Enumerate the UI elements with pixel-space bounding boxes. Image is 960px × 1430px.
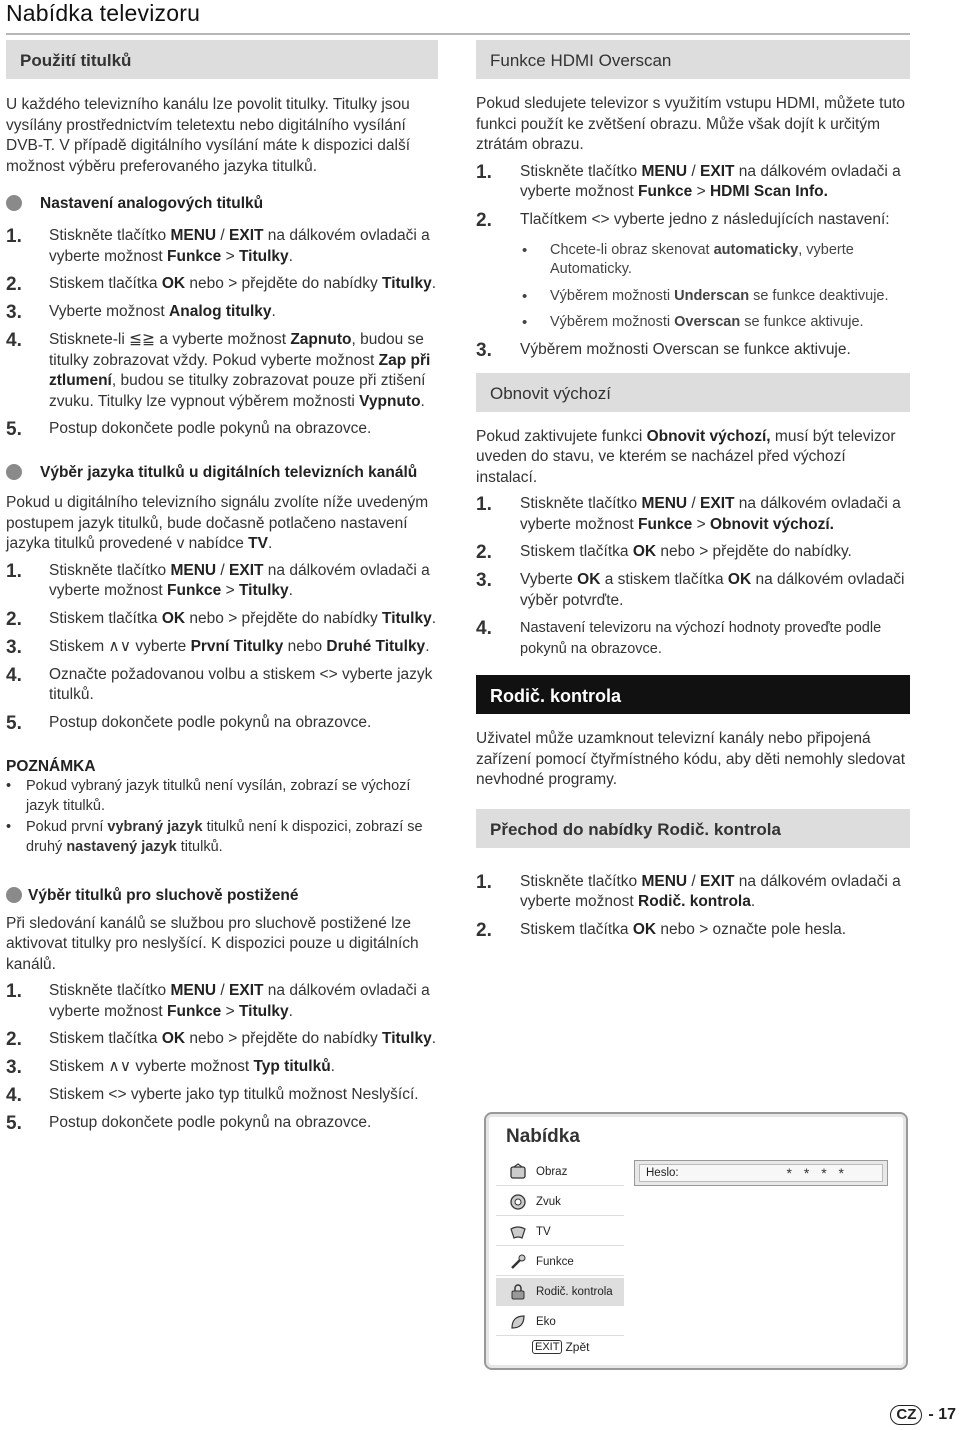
step-text: Postup dokončete podle pokynů na obrazovce.: [49, 420, 372, 437]
step-item: [6, 609, 438, 630]
step-text: Stisknete-li ≦≧ a vyberte možnost Zapnuto, budou se titulky zobrazovat vždy. Pokud vyberte možnost Zap při ztlumení, budou se titulky zobrazovat pouze při ztišení zvuku. Titulky lze vypnout výběrem možnosti Vypnuto.: [49, 331, 431, 410]
hdmi-option-item: • Chcete-li obraz skenovat automaticky, vyberte Automaticky.: [520, 241, 910, 280]
step-item: [476, 570, 910, 611]
hdmi-option-item: • Výběrem možnosti Overscan se funkce aktivuje.: [520, 313, 910, 333]
hdmi-steps-list: [476, 162, 910, 231]
note-item: • Pokud vybraný jazyk titulků není vysílán, zobrazí se výchozí jazyk titulků.: [6, 776, 438, 816]
step-number: 4.: [476, 618, 492, 639]
hdmi-intro: Pokud sledujete televizor s využitím vstupu HDMI, můžete tuto funkci použít ke zvětšení obrazu. Může však dojít k určitým ztrátám obrazu.: [476, 95, 906, 153]
step-number: 2.: [6, 608, 22, 630]
picture-icon: [508, 1162, 528, 1182]
step-item: [6, 1057, 438, 1078]
step-text: Tlačítkem <> vyberte jedno z následujících nastavení:: [520, 210, 890, 228]
step-number: 5.: [6, 712, 22, 734]
parental-intro: Uživatel může uzamknout televizní kanály nebo připojená zařízení pomocí čtyřmístného kódu, aby děti nemohly sledovat nevhodné programy.: [476, 730, 906, 788]
step-text: Stiskem tlačítka OK nebo > přejděte do nabídky.: [520, 543, 852, 560]
page-footer: [890, 1405, 956, 1425]
step-number: 2.: [476, 919, 492, 941]
menu-item-label: Rodič. kontrola: [536, 1285, 613, 1298]
menu-item-funkce[interactable]: [496, 1248, 624, 1276]
step-text: Stiskem ∧∨ vyberte První Titulky nebo Druhé Titulky.: [49, 637, 430, 655]
step-item: [476, 210, 910, 231]
step-text: Výběrem možnosti Overscan se funkce aktivuje.: [520, 340, 851, 358]
step-number: 3.: [6, 302, 22, 323]
step-number: 3.: [6, 1057, 22, 1078]
password-value: * * * *: [786, 1165, 848, 1181]
tools-icon: [508, 1252, 528, 1272]
section-header-parental-access: Přechod do nabídky Rodič. kontrola: [476, 809, 910, 848]
section-header-hdmi: Funkce HDMI Overscan: [476, 40, 910, 79]
bullet-dot-icon: [6, 887, 22, 903]
note-title: POZNÁMKA: [6, 757, 96, 775]
step-text: Stiskem tlačítka OK nebo > přejděte do nabídky Titulky.: [49, 1030, 436, 1047]
step-number: 1.: [476, 161, 492, 183]
menu-item-obraz[interactable]: [496, 1158, 624, 1186]
step-item: [6, 274, 438, 295]
step-text: Stiskem tlačítka OK nebo > označte pole hesla.: [520, 920, 847, 938]
step-text: Stiskem <> vyberte jako typ titulků možnost Neslyšící.: [49, 1086, 419, 1103]
lock-icon: [508, 1282, 528, 1302]
subtitles-intro: U každého televizního kanálu lze povolit titulky. Titulky jsou vysílány prostřednictvím teletextu nebo digitálního vysílání DVB-T. V případě digitálního vysílání máte k dispozici další možnost výběru preferovaného jazyka titulků.: [6, 96, 411, 175]
exit-hint: [532, 1340, 589, 1354]
access-steps-list: [476, 872, 910, 941]
step-text: Stiskem tlačítka OK nebo > přejděte do nabídky Titulky.: [49, 609, 436, 627]
password-label: Heslo:: [646, 1167, 679, 1179]
step-number: 2.: [6, 274, 22, 295]
section-header-parental: Rodič. kontrola: [476, 675, 910, 714]
step-item: [6, 419, 438, 440]
step-number: 1.: [476, 871, 492, 893]
note-list: [6, 776, 438, 857]
analog-subtitles-heading-text: Nastavení analogových titulků: [40, 195, 264, 212]
menu-title: Nabídka: [506, 1126, 580, 1147]
hearing-subtitles-heading-text: Výběr titulků pro sluchově postižené: [28, 886, 299, 904]
left-column: [6, 40, 438, 1141]
title-rule: [6, 33, 910, 35]
step-text: Stiskněte tlačítko MENU / EXIT na dálkovém ovladači a vyberte možnost Funkce > HDMI Scan Info.: [520, 162, 901, 200]
menu-item-label: TV: [536, 1225, 551, 1238]
step-item: [476, 162, 910, 203]
note-item: • Pokud první vybraný jazyk titulků není k dispozici, zobrazí se druhý nastavený jazyk titulků.: [6, 817, 438, 857]
step-text: Stiskem ∧∨ vyberte možnost Typ titulků.: [49, 1058, 335, 1075]
step-item: [476, 920, 910, 941]
step-item: [6, 981, 438, 1022]
step-text: Stiskněte tlačítko MENU / EXIT na dálkovém ovladači a vyberte možnost Rodič. kontrola.: [520, 872, 901, 910]
step-text: Stiskněte tlačítko MENU / EXIT na dálkovém ovladači a vyberte možnost Funkce > Titulky.: [49, 982, 430, 1020]
right-column: [476, 40, 910, 948]
step-text: Stiskem tlačítka OK nebo > přejděte do nabídky Titulky.: [49, 275, 436, 292]
step-item: [6, 1029, 438, 1050]
step-item: [6, 1085, 438, 1106]
digital-subtitles-heading-text: Výběr jazyka titulků u digitálních televizních kanálů: [40, 464, 418, 481]
exit-label: Zpět: [565, 1340, 590, 1354]
password-field-frame: [634, 1160, 888, 1186]
hearing-subtitles-intro: Při sledování kanálů se službou pro sluchově postižené lze aktivovat titulky pro neslyšící. K dispozici pouze u digitálních kanálů.: [6, 914, 419, 973]
menu-item-rodi-kontrola[interactable]: [496, 1278, 624, 1306]
digital-steps-list: [6, 561, 438, 734]
step-text: Vyberte OK a stiskem tlačítka OK na dálkovém ovladači výběr potvrďte.: [520, 571, 905, 609]
page-title: Nabídka televizoru: [6, 0, 201, 26]
menu-item-list: [496, 1158, 624, 1338]
menu-item-eko[interactable]: [496, 1308, 624, 1336]
password-field[interactable]: [639, 1164, 883, 1182]
step-number: 3.: [476, 570, 492, 591]
step-number: 4.: [6, 1085, 22, 1106]
step-text: Stiskněte tlačítko MENU / EXIT na dálkovém ovladači a vyberte možnost Funkce > Titulky.: [49, 561, 430, 599]
language-badge: CZ: [890, 1405, 922, 1425]
hdmi-steps-list-2: [476, 340, 910, 361]
analog-subtitles-heading: [6, 193, 438, 214]
step-item: [6, 561, 438, 602]
step-text: Stiskněte tlačítko MENU / EXIT na dálkovém ovladači a vyberte možnost Funkce > Obnovit výchozí.: [520, 495, 901, 533]
step-item: [476, 872, 910, 913]
step-number: 3.: [476, 339, 492, 361]
digital-subtitles-intro: Pokud u digitálního televizního signálu zvolíte níže uvedeným postupem jazyk titulků, bude dočasně potlačeno nastavení jazyka titulků provedené v nabídce TV.: [6, 494, 429, 552]
step-text: Postup dokončete podle pokynů na obrazovce.: [49, 1114, 372, 1131]
tv-menu-mockup: [484, 1112, 908, 1370]
sound-icon: [508, 1192, 528, 1212]
step-item: [6, 637, 438, 658]
step-item: [476, 340, 910, 361]
analog-steps-list: [6, 226, 438, 440]
step-item: [476, 494, 910, 535]
section-header-reset: Obnovit výchozí: [476, 373, 910, 412]
step-number: 1.: [6, 226, 22, 247]
step-item: [6, 665, 438, 706]
step-number: 1.: [6, 981, 22, 1002]
eco-icon: [508, 1312, 528, 1332]
section-header-subtitles: Použití titulků: [6, 40, 438, 79]
step-number: 3.: [6, 636, 22, 658]
tv-icon: [508, 1222, 528, 1242]
step-item: [6, 302, 438, 323]
step-item: [6, 330, 438, 412]
menu-item-zvuk[interactable]: [496, 1188, 624, 1216]
step-text: Označte požadovanou volbu a stiskem <> vyberte jazyk titulků.: [49, 665, 433, 703]
step-number: 4.: [6, 664, 22, 686]
step-item: [6, 713, 438, 734]
step-number: 5.: [6, 1113, 22, 1134]
reset-intro: Pokud zaktivujete funkci Obnovit výchozí, musí být televizor uveden do stavu, ve kterém se nacházel před výchozí instalací.: [476, 427, 896, 486]
menu-item-label: Zvuk: [536, 1195, 561, 1208]
step-item: [6, 1113, 438, 1134]
step-number: 2.: [476, 209, 492, 231]
reset-steps-list: [476, 494, 910, 659]
exit-key-icon: EXIT: [532, 1340, 562, 1354]
step-text: Vyberte možnost Analog titulky.: [49, 303, 276, 320]
digital-subtitles-heading: [6, 462, 438, 483]
step-text: Stiskněte tlačítko MENU / EXIT na dálkovém ovladači a vyberte možnost Funkce > Titulky.: [49, 227, 430, 265]
hdmi-options-list: [476, 241, 910, 333]
step-text: Postup dokončete podle pokynů na obrazovce.: [49, 713, 372, 731]
menu-item-label: Obraz: [536, 1165, 568, 1178]
hearing-steps-list: [6, 981, 438, 1134]
page-number: - 17: [928, 1406, 956, 1423]
step-number: 1.: [476, 494, 492, 515]
step-text: Nastavení televizoru na výchozí hodnoty proveďte podle pokynů na obrazovce.: [520, 620, 882, 657]
bullet-dot-icon: [6, 464, 22, 480]
hearing-subtitles-heading: [6, 885, 438, 906]
step-number: 2.: [6, 1029, 22, 1050]
bullet-dot-icon: [6, 195, 22, 211]
step-item: [476, 618, 910, 659]
hdmi-option-item: • Výběrem možnosti Underscan se funkce deaktivuje.: [520, 287, 910, 307]
step-item: [6, 226, 438, 267]
step-item: [476, 542, 910, 563]
step-number: 2.: [476, 542, 492, 563]
menu-item-label: Eko: [536, 1315, 556, 1328]
step-number: 4.: [6, 330, 22, 351]
step-number: 5.: [6, 419, 22, 440]
menu-item-label: Funkce: [536, 1255, 574, 1268]
menu-item-tv[interactable]: [496, 1218, 624, 1246]
step-number: 1.: [6, 560, 22, 582]
